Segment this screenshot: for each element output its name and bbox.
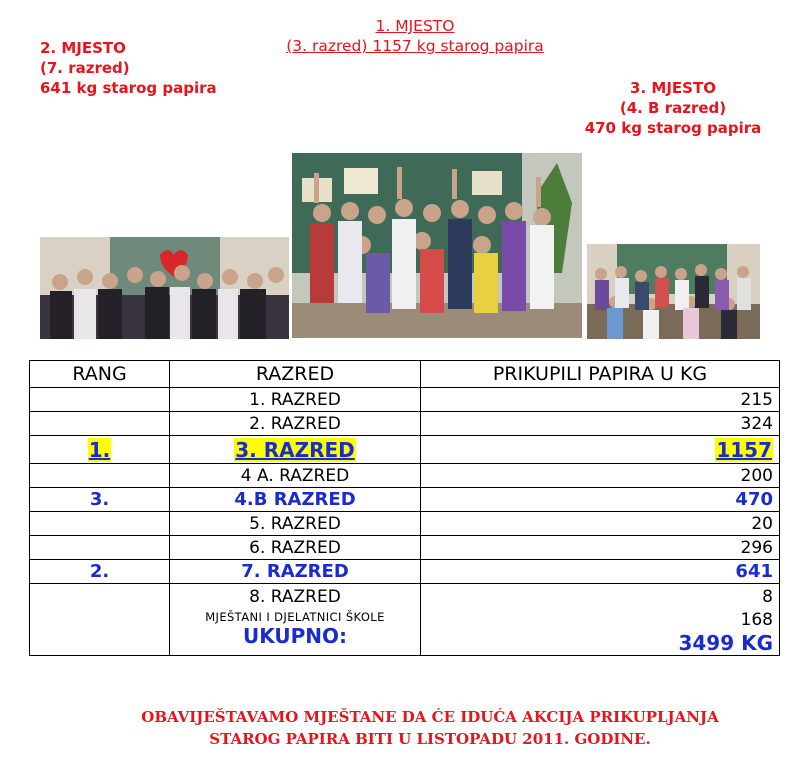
rang-cell (30, 584, 170, 656)
staff-kg: 168 (740, 610, 773, 630)
first-place-detail: (3. razred) 1157 kg starog papira (286, 37, 544, 55)
razred-cell: 4 A. RAZRED (170, 464, 421, 488)
rang-cell (30, 388, 170, 412)
second-place-title: 2. MJESTO (40, 39, 126, 57)
table-row-first-place (30, 436, 780, 464)
rang-cell (30, 512, 170, 536)
rang-cell: 1. (88, 437, 111, 462)
results-table (29, 360, 780, 656)
rang-cell (30, 536, 170, 560)
third-place-amount: 470 kg starog papira (584, 119, 762, 137)
first-place-class-photo (292, 153, 582, 338)
table-row (30, 412, 780, 436)
razred-cell: 3. RAZRED (235, 437, 355, 462)
razred-cell: 7. RAZRED (170, 560, 421, 584)
third-place-title: 3. MJESTO (630, 79, 716, 97)
kg-cell: 470 (421, 488, 780, 512)
razred-cell: 1. RAZRED (170, 388, 421, 412)
rang-cell: 3. (30, 488, 170, 512)
table-row (30, 388, 780, 412)
table-row (30, 464, 780, 488)
third-place-class-photo (587, 244, 760, 339)
table-row (30, 536, 780, 560)
first-place-title: 1. MJESTO (375, 17, 455, 35)
announcement-line-2: STAROG PAPIRA BITI U LISTOPADU 2011. GODINE. (209, 730, 651, 748)
razred-cell: 6. RAZRED (170, 536, 421, 560)
third-place-caption (568, 78, 778, 138)
table-row-third-place (30, 488, 780, 512)
razred-cell: 2. RAZRED (170, 412, 421, 436)
third-place-class: (4. B razred) (619, 99, 727, 117)
second-place-class-photo (40, 237, 289, 339)
header-razred: RAZRED (170, 361, 421, 388)
total-label: UKUPNO: (242, 624, 348, 648)
staff-label: MJEŠTANI I DJELATNICI ŠKOLE (205, 610, 385, 624)
razred-cell: 5. RAZRED (170, 512, 421, 536)
table-row (30, 512, 780, 536)
rang-cell: 2. (30, 560, 170, 584)
table-row-last (30, 584, 780, 656)
announcement-line-1: OBAVIJEŠTAVAMO MJEŠTANE DA ĆE IDUĆA AKCIJA PRIKUPLJANJA (141, 708, 719, 726)
kg-cell: 324 (421, 412, 780, 436)
kg-cell: 1157 (716, 437, 772, 462)
second-place-amount: 641 kg starog papira (40, 79, 217, 97)
razred-cell: 8. RAZRED (249, 587, 341, 607)
announcement (80, 706, 780, 750)
kg-cell: 8 (762, 587, 773, 607)
rang-cell (30, 464, 170, 488)
kg-cell: 200 (421, 464, 780, 488)
kg-cell: 296 (421, 536, 780, 560)
second-place-class: (7. razred) (40, 59, 130, 77)
razred-cell: 4.B RAZRED (170, 488, 421, 512)
header-kg: PRIKUPILI PAPIRA U KG (421, 361, 780, 388)
table-row-second-place (30, 560, 780, 584)
total-value: 3499 KG (678, 631, 773, 655)
second-place-caption (40, 38, 217, 98)
kg-cell: 215 (421, 388, 780, 412)
table-header-row (30, 361, 780, 388)
header-rang: RANG (30, 361, 170, 388)
kg-cell: 641 (421, 560, 780, 584)
kg-cell: 20 (421, 512, 780, 536)
rang-cell (30, 412, 170, 436)
